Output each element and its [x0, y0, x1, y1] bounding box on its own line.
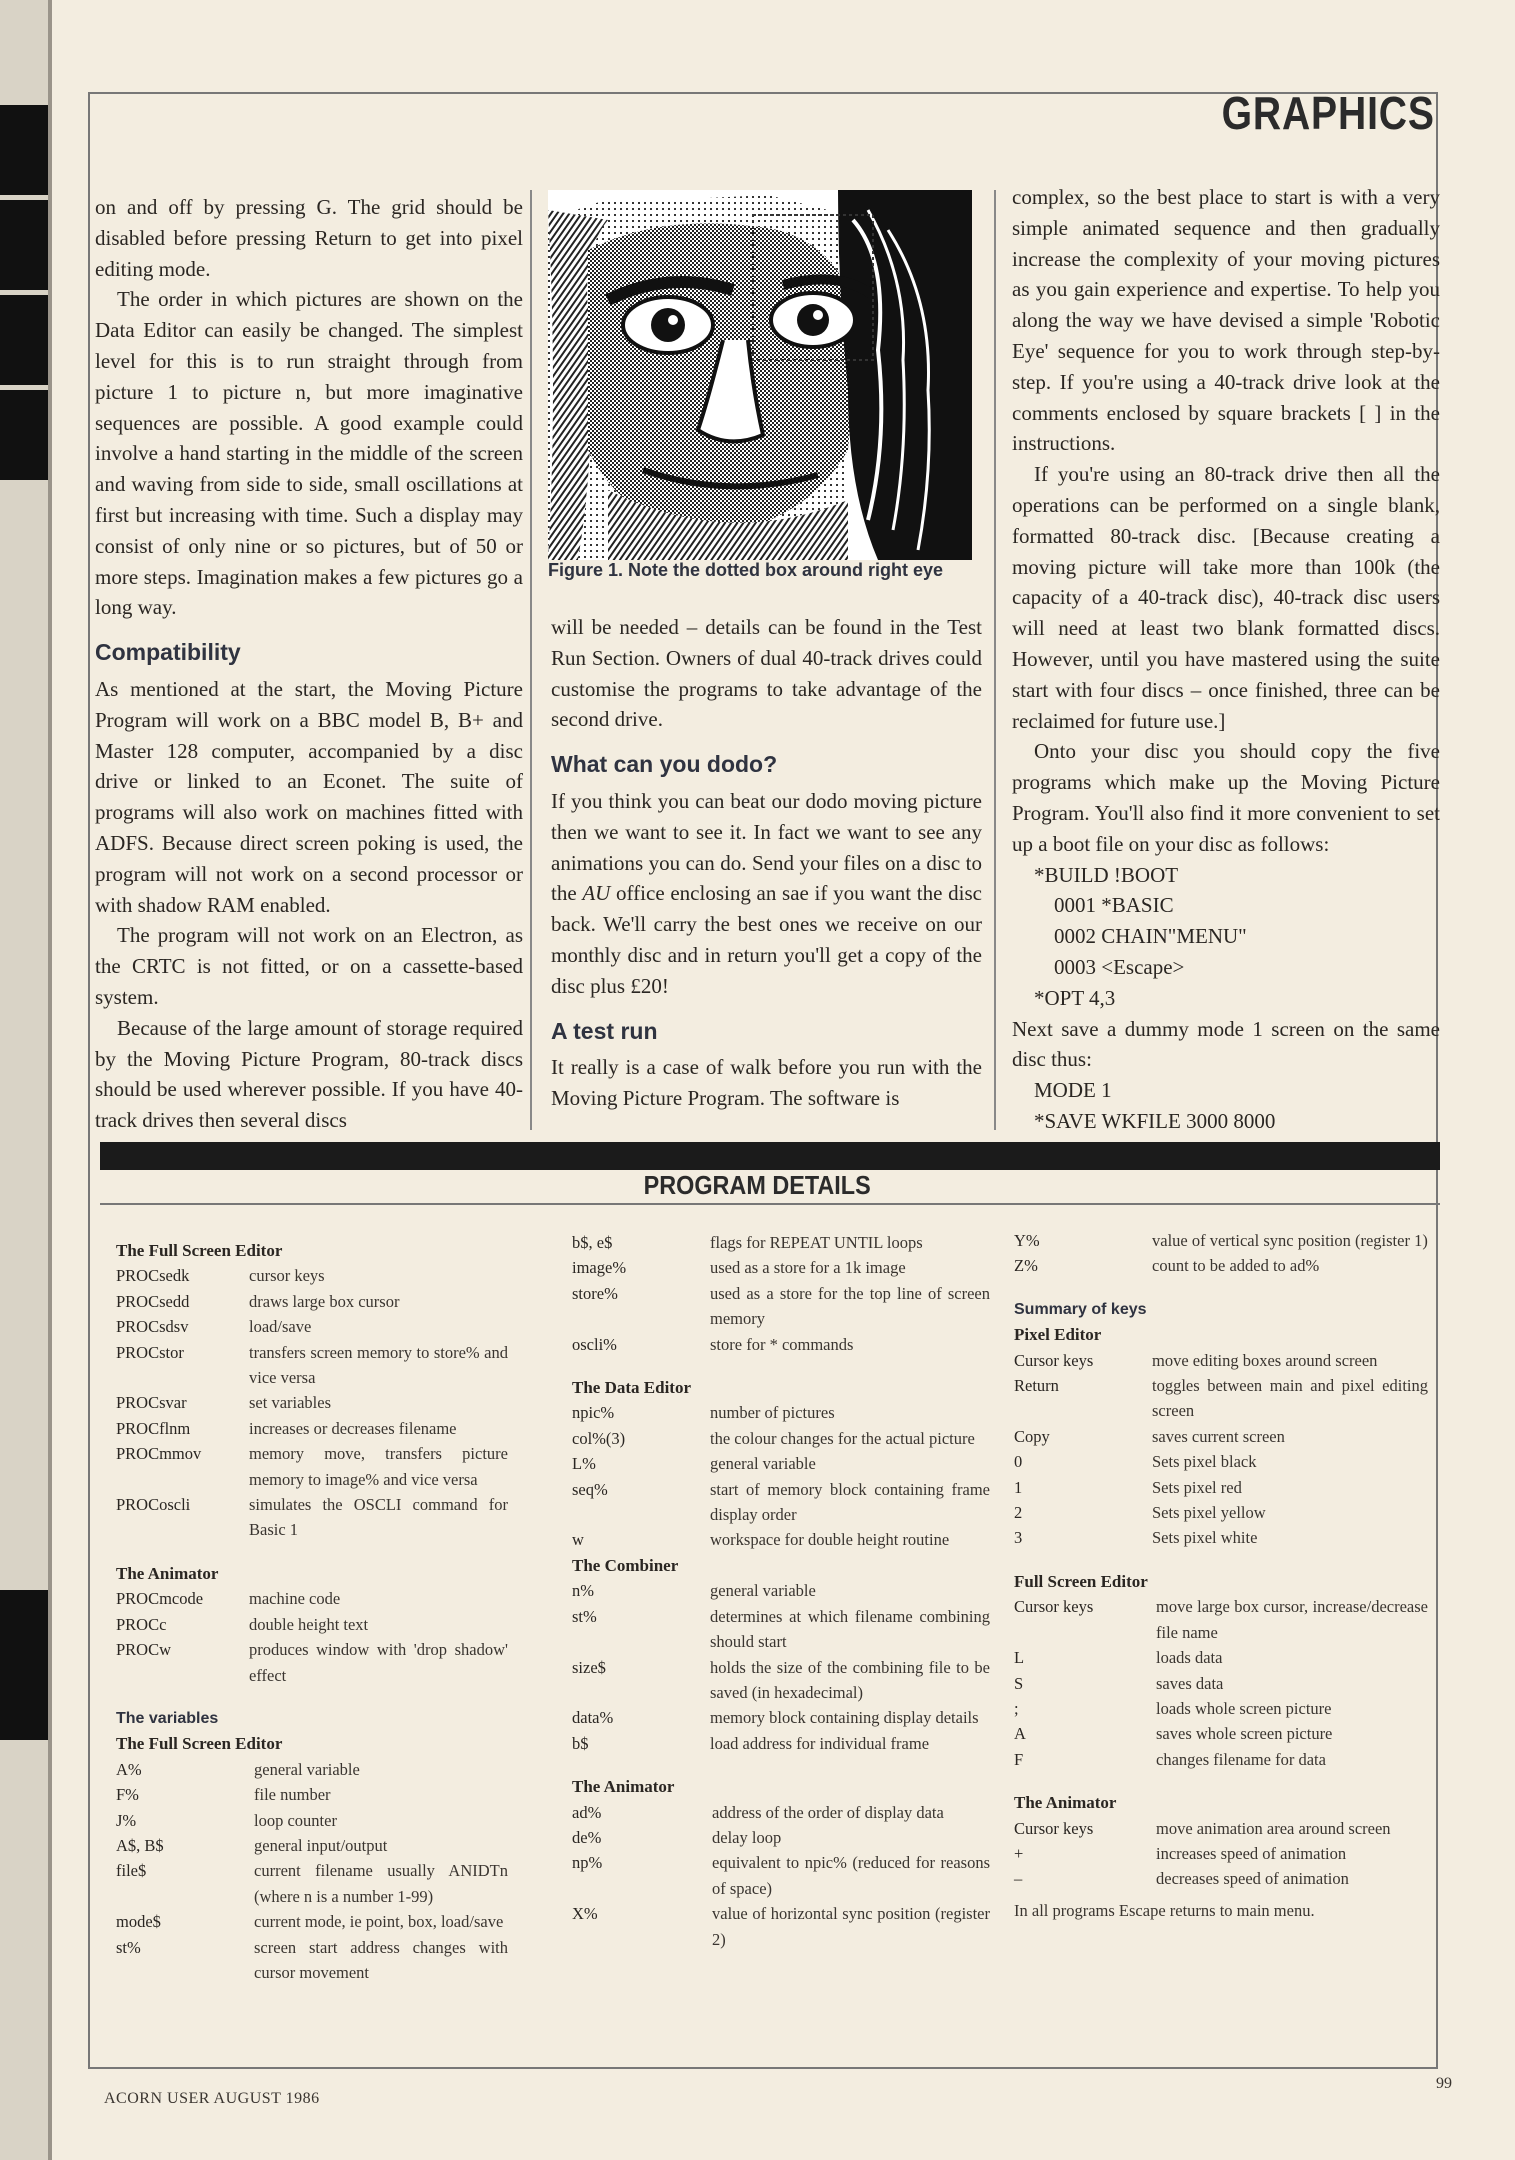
definition-text: holds the size of the combining file to be saved (in hexadecimal) — [710, 1657, 990, 1702]
definition-row — [1014, 1747, 1428, 1772]
definition-text: general variable — [710, 1454, 816, 1474]
definition-term: S — [1014, 1673, 1024, 1693]
definition-text: simulates the OSCLI command for Basic 1 — [249, 1495, 508, 1540]
code-line: *SAVE WKFILE 3000 8000 — [1034, 1108, 1276, 1133]
definition-text: saves data — [1156, 1673, 1224, 1693]
definition-text: increases or decreases filename — [249, 1418, 457, 1438]
definition-row — [1014, 1816, 1428, 1841]
definition-term: F% — [116, 1785, 139, 1805]
definition-term: ; — [1014, 1698, 1019, 1718]
definition-row — [572, 1578, 990, 1603]
definition-list — [572, 1230, 990, 1357]
definition-list — [1014, 1594, 1428, 1772]
definition-row — [572, 1705, 990, 1730]
paragraph: Next save a dummy mode 1 screen on the same disc thus: — [1012, 1016, 1440, 1072]
definition-term: J% — [116, 1810, 137, 1830]
definition-text: cursor keys — [249, 1266, 325, 1286]
definition-term: A$, B$ — [116, 1835, 164, 1855]
paragraph: will be needed – details can be found in the Test Run Section. Owners of dual 40-track drives could customise the programs to take advantage of the second drive. — [551, 615, 982, 732]
definition-text: move large box cursor, increase/decrease file name — [1156, 1597, 1428, 1642]
definition-term: PROCstor — [116, 1342, 184, 1362]
section-title: GRAPHICS — [1221, 87, 1435, 139]
definition-text: value of vertical sync position (register 1) — [1152, 1231, 1428, 1250]
list-heading: Full Screen Editor — [1014, 1571, 1148, 1591]
definition-text: store for * commands — [710, 1334, 854, 1354]
definition-term: PROCsdsv — [116, 1317, 189, 1337]
dodo-face-illustration — [548, 190, 972, 560]
paragraph: on and off by pressing G. The grid should be disabled before pressing Return to get into pixel editing mode. — [95, 195, 523, 281]
definition-text: transfers screen memory to store% and vice versa — [249, 1342, 508, 1388]
definition-term: PROCc — [116, 1614, 167, 1634]
definition-row — [116, 1909, 508, 1934]
definition-term: PROCw — [116, 1640, 172, 1660]
definition-row — [1014, 1594, 1428, 1645]
definition-term: A — [1014, 1724, 1026, 1744]
definition-term: Z% — [1014, 1256, 1038, 1276]
definition-row — [116, 1858, 508, 1909]
definition-text: start of memory block containing frame display order — [710, 1479, 990, 1525]
definition-row — [116, 1441, 508, 1492]
definition-text: load address for individual frame — [710, 1733, 930, 1753]
definition-text: general variable — [710, 1581, 816, 1601]
definition-row — [1014, 1449, 1428, 1474]
definition-row — [116, 1833, 508, 1858]
definition-term: file$ — [116, 1861, 147, 1881]
definition-term: A% — [116, 1759, 142, 1779]
definition-text: value of horizontal sync position (register 2) — [712, 1904, 990, 1949]
definition-row — [572, 1731, 990, 1756]
definition-text: used as a store for a 1k image — [710, 1258, 906, 1278]
paragraph: As mentioned at the start, the Moving Picture Program will work on a BBC model B, B+ and Master 128 computer, accompanied by a disc drive or linked to an Econet. The suite of programs will also work on machines fitted with ADFS. Because direct screen poking is used, the program will not work on a second processor or with shadow RAM enabled. — [95, 676, 523, 917]
definition-row — [1014, 1645, 1428, 1670]
code-line: 0003 <Escape> — [1054, 954, 1185, 979]
definition-term: ad% — [572, 1802, 602, 1822]
definition-row — [572, 1527, 990, 1552]
definition-row — [572, 1477, 990, 1528]
definition-term: de% — [572, 1827, 602, 1847]
code-line: *BUILD !BOOT — [1034, 862, 1179, 887]
definition-text: current mode, ie point, box, load/save — [254, 1912, 504, 1932]
paragraph: The program will not work on an Electron, as the CRTC is not fitted, or on a cassette-based system. — [95, 923, 523, 1009]
definition-term: store% — [572, 1283, 618, 1303]
definition-row — [572, 1230, 990, 1255]
paragraph: Because of the large amount of storage required by the Moving Picture Program, 80-track discs should be used wherever possible. If you have 40-track drives then several discs — [95, 1015, 523, 1133]
definition-row — [116, 1586, 508, 1611]
paragraph: If you think you can beat our dodo moving picture then we want to see it. In fact we want to see any animations you can do. Send your files on a disc to the AU office enclosing an sae if you want the disc back. We'll carry the best ones we receive on our monthly disc and in return you'll get a copy of the disc plus £20! — [551, 788, 982, 998]
definition-term: mode$ — [116, 1912, 161, 1932]
page-number: 99 — [1436, 2075, 1452, 2092]
subheading: A test run — [551, 1017, 658, 1044]
definition-term: seq% — [572, 1479, 608, 1499]
definition-text: loop counter — [254, 1810, 337, 1830]
definition-term: X% — [572, 1904, 598, 1924]
definition-text: double height text — [249, 1614, 369, 1634]
definition-term: st% — [116, 1937, 141, 1957]
program-details-column-1 — [116, 1238, 508, 1985]
definition-term: PROCsedk — [116, 1266, 190, 1286]
definition-term: L — [1014, 1648, 1025, 1668]
code-line: 0001 *BASIC — [1054, 893, 1174, 918]
definition-list — [572, 1400, 990, 1552]
definition-row — [572, 1255, 990, 1280]
definition-list — [116, 1263, 508, 1542]
definition-term: PROCmmov — [116, 1444, 202, 1464]
definition-text: memory move, transfers picture memory to image% and vice versa — [249, 1444, 508, 1489]
definition-term: n% — [572, 1581, 594, 1601]
definition-text: toggles between main and pixel editing screen — [1152, 1376, 1428, 1421]
code-line: 0002 CHAIN"MENU" — [1054, 924, 1247, 949]
definition-text: increases speed of animation — [1156, 1843, 1347, 1863]
definition-row — [116, 1612, 508, 1637]
definition-row — [116, 1782, 508, 1807]
definition-list — [1014, 1348, 1428, 1551]
code-line: MODE 1 — [1034, 1078, 1112, 1103]
definition-text: determines at which filename combining should start — [710, 1606, 990, 1652]
list-heading: The Data Editor — [572, 1378, 691, 1398]
definition-text: current filename usually ANIDTn (where n is a number 1-99) — [254, 1861, 508, 1906]
definition-term: – — [1014, 1869, 1023, 1889]
definition-text: flags for REPEAT UNTIL loops — [710, 1233, 923, 1252]
list-heading: The Animator — [572, 1777, 675, 1797]
definition-text: address of the order of display data — [712, 1802, 944, 1822]
program-details-title: PROGRAM DETAILS — [643, 1170, 872, 1200]
spine-block — [0, 105, 48, 195]
definition-term: Y% — [1014, 1231, 1040, 1250]
code-boot-file — [1012, 860, 1440, 1014]
definition-text: delay loop — [712, 1827, 782, 1847]
subheading: Compatibility — [95, 639, 241, 666]
paragraph: It really is a case of walk before you run with the Moving Picture Program. The software is — [551, 1055, 982, 1111]
definition-term: Cursor keys — [1014, 1350, 1094, 1370]
figure-dodo-face — [548, 190, 972, 560]
definition-list — [1014, 1228, 1428, 1279]
definition-text: produces window with 'drop shadow' effect — [249, 1640, 508, 1685]
definition-text: Sets pixel yellow — [1152, 1503, 1266, 1523]
footer-magazine: ACORN USER AUGUST 1986 — [104, 2090, 320, 2107]
definition-term: 2 — [1014, 1503, 1023, 1523]
definition-text: equivalent to npic% (reduced for reasons of space) — [712, 1853, 990, 1898]
definition-text: Sets pixel black — [1152, 1452, 1257, 1472]
definition-term: PROCoscli — [116, 1495, 191, 1515]
definition-term: Copy — [1014, 1426, 1050, 1446]
definition-term: PROCmcode — [116, 1589, 204, 1609]
definition-text: machine code — [249, 1589, 341, 1609]
definition-term: np% — [572, 1853, 603, 1873]
definition-text: decreases speed of animation — [1156, 1869, 1349, 1889]
paragraph: Onto your disc you should copy the five programs which make up the Moving Picture Program. You'll also find it more convenient to set up a boot file on your disc as follows: — [1012, 739, 1440, 856]
definition-text: draws large box cursor — [249, 1291, 400, 1311]
definition-row — [572, 1332, 990, 1357]
list-heading: The Combiner — [572, 1555, 679, 1575]
definition-term: 3 — [1014, 1528, 1023, 1548]
definition-term: oscli% — [572, 1334, 617, 1354]
definition-term: npic% — [572, 1403, 615, 1423]
definition-term: PROCsedd — [116, 1291, 190, 1311]
definition-text: saves current screen — [1152, 1426, 1285, 1446]
definition-term: Cursor keys — [1014, 1597, 1094, 1617]
definition-term: PROCflnm — [116, 1418, 191, 1438]
definition-row — [572, 1604, 990, 1655]
definition-term: Return — [1014, 1376, 1059, 1396]
list-heading: The Animator — [116, 1563, 219, 1583]
definition-term: Cursor keys — [1014, 1818, 1094, 1838]
list-heading: The Animator — [1014, 1793, 1117, 1813]
definition-row — [116, 1289, 508, 1314]
program-details-column-2 — [572, 1230, 990, 1952]
spine-edge — [48, 0, 52, 2160]
column-rule — [530, 190, 532, 1130]
definition-text: loads data — [1156, 1648, 1223, 1668]
definition-term: st% — [572, 1606, 597, 1626]
definition-term: w — [572, 1530, 584, 1550]
definition-row — [572, 1400, 990, 1425]
definition-text: the colour changes for the actual picture — [710, 1428, 975, 1448]
definition-term: L% — [572, 1454, 596, 1474]
program-details-column-3 — [1014, 1228, 1428, 1923]
definition-row — [572, 1825, 990, 1850]
definition-row — [1014, 1373, 1428, 1424]
definition-row — [1014, 1424, 1428, 1449]
definition-row — [116, 1390, 508, 1415]
list-heading: Summary of keys — [1014, 1300, 1147, 1318]
list-subheading: Pixel Editor — [1014, 1325, 1102, 1345]
definition-row — [116, 1637, 508, 1688]
definition-text: changes filename for data — [1156, 1749, 1326, 1769]
definition-row — [1014, 1721, 1428, 1746]
escape-note: In all programs Escape returns to main menu. — [1014, 1900, 1315, 1920]
magazine-initials: AU — [582, 881, 611, 906]
definition-list — [116, 1757, 508, 1986]
article-column-2 — [551, 612, 982, 1114]
definition-text: set variables — [249, 1393, 332, 1413]
definition-list — [572, 1578, 990, 1756]
definition-row — [1014, 1866, 1428, 1891]
definition-row — [1014, 1253, 1428, 1278]
definition-text: number of pictures — [710, 1403, 835, 1423]
definition-text: file number — [254, 1785, 331, 1805]
paragraph: The order in which pictures are shown on the Data Editor can easily be changed. The simplest level for this is to run straight through from picture 1 to picture n, but more imaginative sequences are possible. A good example could involve a hand starting in the middle of the screen and waving from side to side, small oscillations at first but increasing with time. Such a display may consist of only nine or so pictures, but of 50 or more steps. Imagination makes a few pictures go a long way. — [95, 287, 523, 620]
definition-row — [1014, 1500, 1428, 1525]
definition-text: move animation area around screen — [1156, 1818, 1391, 1838]
definition-text: load/save — [249, 1317, 312, 1337]
definition-text: Sets pixel red — [1152, 1477, 1242, 1497]
paragraph: complex, so the best place to start is with a very simple animated sequence and then gradually increase the complexity of your moving pictures as you gain experience and expertise. To help you along the way we have devised a simple 'Robotic Eye' sequence for you to work through step-by-step. If you're using a 40-track drive look at the comments enclosed by square brackets [ ] in the instructions. — [1012, 185, 1440, 456]
definition-text: memory block containing display details — [710, 1708, 979, 1728]
list-heading: The Full Screen Editor — [116, 1241, 283, 1260]
definition-term: data% — [572, 1708, 614, 1728]
program-details-rule — [100, 1203, 1440, 1205]
definition-row — [116, 1314, 508, 1339]
definition-term: + — [1014, 1843, 1024, 1863]
definition-term: image% — [572, 1258, 627, 1278]
definition-text: saves whole screen picture — [1156, 1724, 1333, 1744]
definition-row — [572, 1426, 990, 1451]
definition-row — [116, 1935, 508, 1986]
article-column-3 — [1012, 182, 1440, 1137]
definition-row — [1014, 1525, 1428, 1550]
definition-row — [116, 1416, 508, 1441]
binding-spine — [0, 0, 52, 2160]
spine-block — [0, 295, 48, 385]
paragraph: If you're using an 80-track drive then all the operations can be performed on a single blank, formatted 80-track disc. [Because creating a moving picture will take more than 100k (the capacity of a 40-track disc), 40-track disc users will need at least two blank formatted discs. However, until you have mastered using the suite start with four discs – once finished, three can be reclaimed for future use.] — [1012, 462, 1440, 733]
definition-text: workspace for double height routine — [710, 1530, 950, 1550]
definition-row — [572, 1451, 990, 1476]
spine-block — [0, 1590, 48, 1740]
article-column-1 — [95, 192, 523, 1136]
spine-block — [0, 390, 48, 480]
definition-term: b$, e$ — [572, 1233, 613, 1252]
spine-block — [0, 200, 48, 290]
definition-row — [1014, 1841, 1428, 1866]
definition-term: b$ — [572, 1733, 589, 1753]
definition-list — [1014, 1816, 1428, 1892]
definition-row — [116, 1340, 508, 1391]
definition-text: general input/output — [254, 1835, 388, 1855]
definition-row — [1014, 1348, 1428, 1373]
definition-row — [1014, 1475, 1428, 1500]
definition-text: screen start address changes with cursor movement — [254, 1937, 508, 1982]
list-heading: The variables — [116, 1709, 219, 1727]
column-rule — [994, 190, 996, 1130]
definition-term: F — [1014, 1749, 1024, 1769]
definition-row — [572, 1655, 990, 1706]
definition-row — [1014, 1228, 1428, 1253]
definition-row — [572, 1281, 990, 1332]
subheading: What can you dodo? — [551, 751, 778, 778]
definition-term: 1 — [1014, 1477, 1023, 1497]
definition-text: move editing boxes around screen — [1152, 1350, 1378, 1370]
definition-row — [116, 1492, 508, 1543]
definition-row — [1014, 1696, 1428, 1721]
code-save-screen — [1012, 1075, 1440, 1137]
definition-term: 0 — [1014, 1452, 1023, 1472]
definition-row — [116, 1808, 508, 1833]
definition-term: size$ — [572, 1657, 606, 1677]
definition-row — [116, 1263, 508, 1288]
definition-list — [116, 1586, 508, 1688]
definition-term: PROCsvar — [116, 1393, 187, 1413]
definition-text: loads whole screen picture — [1156, 1698, 1332, 1718]
definition-text: used as a store for the top line of screen memory — [710, 1283, 990, 1329]
figure-caption: Figure 1. Note the dotted box around right eye — [548, 560, 944, 580]
definition-row — [1014, 1671, 1428, 1696]
definition-text: Sets pixel white — [1152, 1528, 1258, 1548]
definition-row — [116, 1757, 508, 1782]
definition-row — [572, 1850, 990, 1901]
code-line: *OPT 4,3 — [1034, 985, 1116, 1010]
definition-list — [572, 1800, 990, 1952]
program-details-bar — [100, 1142, 1440, 1170]
definition-term: col%(3) — [572, 1428, 626, 1448]
list-subheading: The Full Screen Editor — [116, 1734, 283, 1754]
definition-row — [572, 1800, 990, 1825]
definition-text: count to be added to ad% — [1152, 1256, 1320, 1276]
definition-text: general variable — [254, 1759, 360, 1779]
definition-row — [572, 1901, 990, 1952]
